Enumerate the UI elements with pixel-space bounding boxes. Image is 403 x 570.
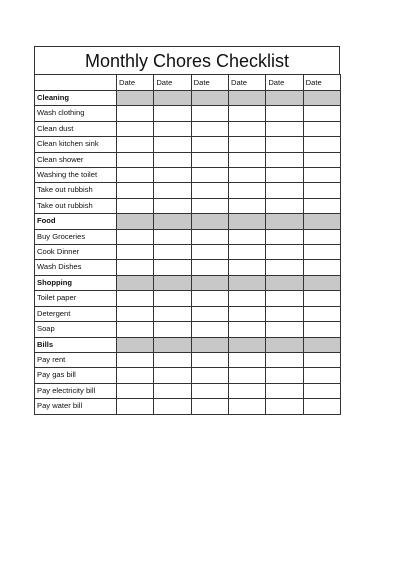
check-cell[interactable] — [191, 306, 228, 321]
check-cell[interactable] — [154, 322, 191, 337]
check-cell[interactable] — [154, 368, 191, 383]
date-header: Date — [228, 75, 265, 91]
category-shaded-cell — [228, 91, 265, 106]
chore-row — [35, 322, 341, 337]
category-shaded-cell — [117, 275, 154, 290]
check-cell[interactable] — [154, 198, 191, 213]
check-cell[interactable] — [228, 399, 265, 414]
check-cell[interactable] — [228, 198, 265, 213]
category-shaded-cell — [117, 91, 154, 106]
check-cell[interactable] — [117, 260, 154, 275]
category-label: Shopping — [35, 275, 117, 290]
check-cell[interactable] — [303, 198, 340, 213]
check-cell[interactable] — [117, 383, 154, 398]
check-cell[interactable] — [191, 399, 228, 414]
check-cell[interactable] — [266, 291, 303, 306]
check-cell[interactable] — [191, 152, 228, 167]
check-cell[interactable] — [117, 183, 154, 198]
check-cell[interactable] — [154, 183, 191, 198]
chore-row — [35, 168, 341, 183]
check-cell[interactable] — [228, 137, 265, 152]
check-cell[interactable] — [228, 368, 265, 383]
check-cell[interactable] — [303, 306, 340, 321]
check-cell[interactable] — [191, 352, 228, 367]
check-cell[interactable] — [303, 168, 340, 183]
date-header: Date — [303, 75, 340, 91]
chore-row — [35, 137, 341, 152]
check-cell[interactable] — [266, 106, 303, 121]
category-shaded-cell — [154, 214, 191, 229]
check-cell[interactable] — [117, 399, 154, 414]
check-cell[interactable] — [228, 183, 265, 198]
check-cell[interactable] — [266, 198, 303, 213]
check-cell[interactable] — [191, 260, 228, 275]
check-cell[interactable] — [303, 121, 340, 136]
category-shaded-cell — [303, 214, 340, 229]
check-cell[interactable] — [303, 291, 340, 306]
chore-label: Clean kitchen sink — [35, 137, 117, 152]
check-cell[interactable] — [228, 322, 265, 337]
chore-label: Soap — [35, 322, 117, 337]
check-cell[interactable] — [303, 368, 340, 383]
category-shaded-cell — [228, 337, 265, 352]
check-cell[interactable] — [117, 198, 154, 213]
chore-label: Washing the toilet — [35, 168, 117, 183]
category-row — [35, 275, 341, 290]
header-label-cell — [35, 75, 117, 91]
category-shaded-cell — [266, 91, 303, 106]
check-cell[interactable] — [228, 152, 265, 167]
check-cell[interactable] — [191, 106, 228, 121]
category-shaded-cell — [117, 337, 154, 352]
check-cell[interactable] — [191, 229, 228, 244]
check-cell[interactable] — [266, 352, 303, 367]
chore-row — [35, 306, 341, 321]
check-cell[interactable] — [191, 291, 228, 306]
check-cell[interactable] — [191, 137, 228, 152]
check-cell[interactable] — [117, 306, 154, 321]
check-cell[interactable] — [266, 322, 303, 337]
check-cell[interactable] — [228, 168, 265, 183]
check-cell[interactable] — [303, 322, 340, 337]
check-cell[interactable] — [303, 183, 340, 198]
chore-label: Pay gas bill — [35, 368, 117, 383]
chore-row — [35, 245, 341, 260]
check-cell[interactable] — [117, 368, 154, 383]
category-label: Food — [35, 214, 117, 229]
chore-row — [35, 352, 341, 367]
chore-label: Pay water bill — [35, 399, 117, 414]
category-row — [35, 214, 341, 229]
category-shaded-cell — [154, 337, 191, 352]
check-cell[interactable] — [228, 121, 265, 136]
chore-label: Detergent — [35, 306, 117, 321]
check-cell[interactable] — [154, 291, 191, 306]
check-cell[interactable] — [303, 137, 340, 152]
date-header: Date — [191, 75, 228, 91]
check-cell[interactable] — [228, 352, 265, 367]
chore-row — [35, 183, 341, 198]
check-cell[interactable] — [191, 383, 228, 398]
chore-row — [35, 291, 341, 306]
check-cell[interactable] — [117, 137, 154, 152]
category-shaded-cell — [228, 214, 265, 229]
category-row — [35, 337, 341, 352]
category-shaded-cell — [154, 275, 191, 290]
category-shaded-cell — [191, 214, 228, 229]
check-cell[interactable] — [117, 229, 154, 244]
category-shaded-cell — [191, 337, 228, 352]
chore-label: Clean dust — [35, 121, 117, 136]
check-cell[interactable] — [117, 106, 154, 121]
check-cell[interactable] — [191, 245, 228, 260]
check-cell[interactable] — [117, 291, 154, 306]
chores-table — [34, 74, 341, 415]
check-cell[interactable] — [303, 399, 340, 414]
check-cell[interactable] — [303, 229, 340, 244]
page-title: Monthly Chores Checklist — [34, 46, 340, 74]
check-cell[interactable] — [228, 106, 265, 121]
category-shaded-cell — [191, 91, 228, 106]
check-cell[interactable] — [117, 121, 154, 136]
check-cell[interactable] — [154, 352, 191, 367]
chore-label: Take out rubbish — [35, 198, 117, 213]
date-header: Date — [117, 75, 154, 91]
chore-row — [35, 198, 341, 213]
check-cell[interactable] — [191, 198, 228, 213]
check-cell[interactable] — [154, 168, 191, 183]
check-cell[interactable] — [303, 152, 340, 167]
check-cell[interactable] — [154, 383, 191, 398]
check-cell[interactable] — [228, 260, 265, 275]
category-shaded-cell — [303, 91, 340, 106]
header-row — [35, 75, 341, 91]
check-cell[interactable] — [266, 229, 303, 244]
check-cell[interactable] — [303, 383, 340, 398]
chore-row — [35, 121, 341, 136]
chore-label: Cook Dinner — [35, 245, 117, 260]
chore-row — [35, 383, 341, 398]
chore-label: Wash Dishes — [35, 260, 117, 275]
check-cell[interactable] — [266, 168, 303, 183]
check-cell[interactable] — [154, 306, 191, 321]
check-cell[interactable] — [266, 137, 303, 152]
check-cell[interactable] — [303, 260, 340, 275]
check-cell[interactable] — [266, 383, 303, 398]
check-cell[interactable] — [154, 137, 191, 152]
chore-label: Buy Groceries — [35, 229, 117, 244]
category-shaded-cell — [266, 337, 303, 352]
category-shaded-cell — [266, 214, 303, 229]
check-cell[interactable] — [154, 245, 191, 260]
chore-label: Pay rent — [35, 352, 117, 367]
category-shaded-cell — [303, 337, 340, 352]
chore-label: Take out rubbish — [35, 183, 117, 198]
chore-row — [35, 229, 341, 244]
category-label: Cleaning — [35, 91, 117, 106]
chore-label: Pay electricity bill — [35, 383, 117, 398]
check-cell[interactable] — [228, 383, 265, 398]
chore-row — [35, 152, 341, 167]
chore-row — [35, 106, 341, 121]
chore-label: Clean shower — [35, 152, 117, 167]
check-cell[interactable] — [117, 245, 154, 260]
check-cell[interactable] — [191, 368, 228, 383]
check-cell[interactable] — [228, 229, 265, 244]
check-cell[interactable] — [266, 183, 303, 198]
chore-row — [35, 399, 341, 414]
check-cell[interactable] — [191, 168, 228, 183]
check-cell[interactable] — [266, 121, 303, 136]
check-cell[interactable] — [228, 306, 265, 321]
check-cell[interactable] — [228, 291, 265, 306]
check-cell[interactable] — [228, 245, 265, 260]
check-cell[interactable] — [154, 260, 191, 275]
check-cell[interactable] — [191, 121, 228, 136]
check-cell[interactable] — [266, 306, 303, 321]
check-cell[interactable] — [117, 152, 154, 167]
category-shaded-cell — [154, 91, 191, 106]
check-cell[interactable] — [117, 352, 154, 367]
category-shaded-cell — [117, 214, 154, 229]
check-cell[interactable] — [117, 168, 154, 183]
check-cell[interactable] — [154, 229, 191, 244]
check-cell[interactable] — [303, 106, 340, 121]
check-cell[interactable] — [266, 152, 303, 167]
checklist-sheet — [34, 46, 340, 415]
chore-label: Toilet paper — [35, 291, 117, 306]
check-cell[interactable] — [154, 106, 191, 121]
check-cell[interactable] — [154, 121, 191, 136]
check-cell[interactable] — [154, 152, 191, 167]
chore-label: Wash clothing — [35, 106, 117, 121]
category-label: Bills — [35, 337, 117, 352]
check-cell[interactable] — [266, 399, 303, 414]
check-cell[interactable] — [303, 352, 340, 367]
date-header: Date — [266, 75, 303, 91]
category-shaded-cell — [266, 275, 303, 290]
chore-row — [35, 260, 341, 275]
date-header: Date — [154, 75, 191, 91]
check-cell[interactable] — [266, 245, 303, 260]
check-cell[interactable] — [191, 183, 228, 198]
check-cell[interactable] — [191, 322, 228, 337]
category-shaded-cell — [303, 275, 340, 290]
category-shaded-cell — [228, 275, 265, 290]
check-cell[interactable] — [117, 322, 154, 337]
check-cell[interactable] — [266, 260, 303, 275]
check-cell[interactable] — [303, 245, 340, 260]
check-cell[interactable] — [154, 399, 191, 414]
chore-row — [35, 368, 341, 383]
check-cell[interactable] — [266, 368, 303, 383]
category-shaded-cell — [191, 275, 228, 290]
category-row — [35, 91, 341, 106]
